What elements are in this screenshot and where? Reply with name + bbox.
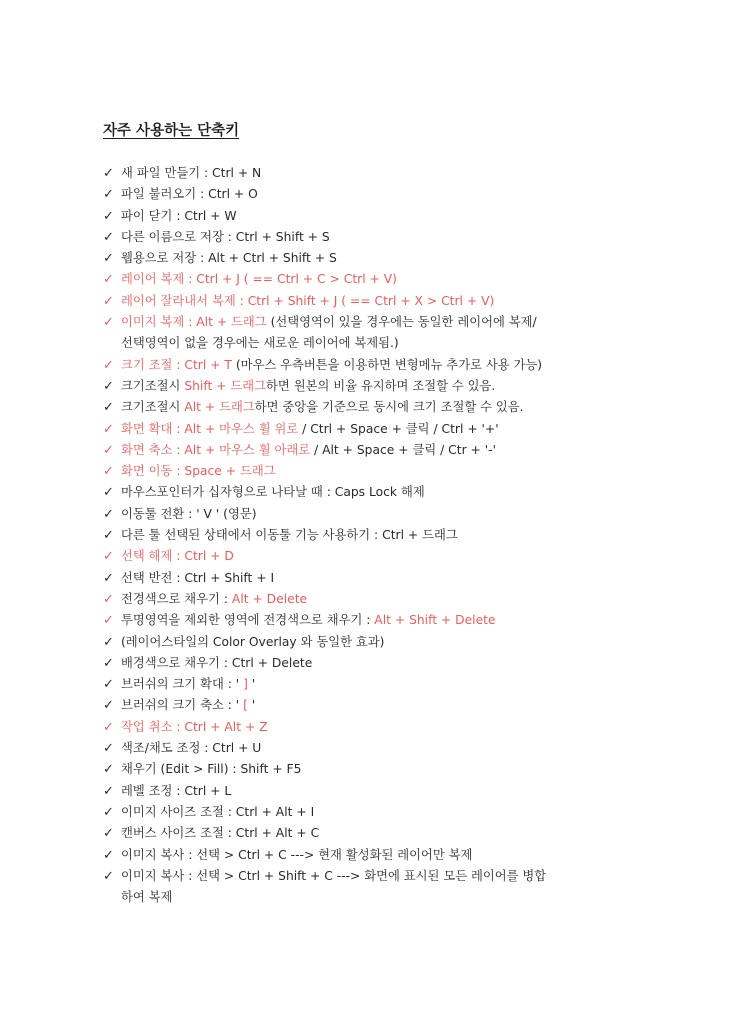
checkmark-icon: ✓ (103, 826, 114, 842)
checkmark-icon: ✓ (103, 868, 114, 884)
shortcut-text-part: 배경색으로 채우기 : Ctrl + Delete (121, 655, 313, 670)
shortcut-item (103, 525, 663, 546)
shortcut-text-part: 레벨 조정 : Ctrl + L (121, 783, 232, 798)
shortcut-text-part: 이미지 복사 : 선택 > Ctrl + Shift + C ---> 화면에 표시된 모든 레이어를 병합 (121, 868, 547, 883)
checkmark-icon: ✓ (103, 804, 114, 820)
shortcut-text-part: 다른 툴 선택된 상태에서 이동툴 기능 사용하기 : Ctrl + 드래그 (121, 528, 458, 543)
shortcut-text-part: 브러쉬의 크기 축소 : ' (121, 698, 244, 713)
shortcut-text-part: (레이어스타일의 Color Overlay 와 동일한 효과) (121, 634, 385, 649)
shortcut-item (103, 291, 663, 312)
highlighted-shortcut: 화면 축소 : Alt + 마우스 휠 아래로 (121, 442, 311, 457)
shortcut-item (103, 802, 663, 823)
shortcut-text-part: 하면 중앙을 기준으로 동시에 크기 조절할 수 있음. (254, 400, 524, 415)
checkmark-icon: ✓ (103, 677, 114, 693)
shortcut-text (121, 845, 472, 866)
highlighted-shortcut: 레이어 잘라내서 복제 : Ctrl + Shift + J ( == Ctrl + X > Ctrl + V) (121, 293, 495, 308)
shortcut-text-part: 새 파일 만들기 : Ctrl + N (121, 166, 262, 180)
checkmark-icon: ✓ (103, 506, 114, 522)
shortcut-text-part: / Alt + Space + 클릭 / Ctr + '-' (310, 442, 496, 457)
shortcut-item (103, 632, 663, 653)
checkmark-icon: ✓ (103, 293, 114, 309)
checkmark-icon: ✓ (103, 591, 114, 607)
shortcut-item (103, 227, 663, 248)
checkmark-icon: ✓ (103, 357, 114, 373)
shortcut-text (121, 738, 261, 759)
shortcut-text (121, 695, 255, 716)
shortcut-text-part: 이동툴 전환 : ' V ' (영문) (121, 506, 257, 521)
shortcut-text (121, 355, 542, 376)
checkmark-icon: ✓ (103, 719, 114, 735)
shortcut-text (121, 781, 231, 802)
page-title: 자주 사용하는 단축키 (103, 123, 240, 139)
shortcut-text (121, 419, 499, 440)
checkmark-icon: ✓ (103, 229, 114, 245)
checkmark-icon: ✓ (103, 378, 114, 394)
highlighted-shortcut: 화면 이동 : Space + 드래그 (121, 464, 276, 479)
shortcut-item (103, 312, 663, 355)
highlighted-shortcut: Alt + Delete (231, 591, 308, 606)
shortcut-item (103, 163, 663, 184)
shortcut-text-continuation: 하여 복제 (121, 890, 173, 905)
shortcut-item (103, 759, 663, 780)
shortcut-text (121, 632, 384, 653)
highlighted-shortcut: [ (243, 698, 248, 713)
shortcut-item (103, 355, 663, 376)
shortcut-item (103, 568, 663, 589)
shortcut-item (103, 738, 663, 759)
shortcut-text (121, 482, 425, 503)
checkmark-icon: ✓ (103, 528, 114, 544)
shortcut-text (121, 525, 458, 546)
shortcut-text-part: 하면 원본의 비율 유지하며 조절할 수 있음. (266, 378, 496, 393)
checkmark-icon: ✓ (103, 847, 114, 863)
checkmark-icon: ✓ (103, 549, 114, 565)
checkmark-icon: ✓ (103, 655, 114, 671)
shortcut-text (121, 589, 307, 610)
shortcut-text (121, 653, 312, 674)
shortcut-text-part: 전경색으로 채우기 : (121, 591, 232, 606)
shortcut-text (121, 291, 494, 312)
checkmark-icon: ✓ (103, 783, 114, 799)
checkmark-icon: ✓ (103, 400, 114, 416)
shortcut-list (103, 163, 663, 908)
shortcut-text-part: 채우기 (Edit > Fill) : Shift + F5 (121, 762, 302, 777)
shortcut-item (103, 546, 663, 567)
shortcut-text-part: 마우스포인터가 십자형으로 나타날 때 : Caps Lock 해제 (121, 485, 425, 500)
highlighted-shortcut: 이미지 복제 : Alt + 드래그 (121, 315, 267, 330)
checkmark-icon: ✓ (103, 741, 114, 757)
checkmark-icon: ✓ (103, 570, 114, 586)
shortcut-item (103, 717, 663, 738)
highlighted-shortcut: Alt + 드래그 (184, 400, 255, 415)
shortcut-item (103, 845, 663, 866)
shortcut-text (121, 269, 397, 290)
shortcut-text (121, 759, 301, 780)
shortcut-text-part: / Ctrl + Space + 클릭 / Ctrl + '+' (298, 421, 499, 436)
checkmark-icon: ✓ (103, 485, 114, 501)
shortcut-text-part: 파이 닫기 : Ctrl + W (121, 208, 237, 223)
shortcut-item (103, 248, 663, 269)
highlighted-shortcut: 작업 취소 : Ctrl + Alt + Z (121, 719, 268, 734)
checkmark-icon: ✓ (103, 208, 114, 224)
shortcut-text-part: 파일 불러오기 : Ctrl + O (121, 187, 258, 202)
checkmark-icon: ✓ (103, 187, 114, 203)
shortcut-text (121, 823, 319, 844)
shortcut-text (121, 802, 314, 823)
shortcut-text-continuation: 선택영역이 없을 경우에는 새로운 레이어에 복제됨.) (121, 336, 399, 351)
shortcut-text-part: 색조/채도 조정 : Ctrl + U (121, 741, 262, 756)
shortcut-text-part: 다른 이름으로 저장 : Ctrl + Shift + S (121, 229, 330, 244)
shortcut-text (121, 504, 257, 525)
shortcut-text (121, 376, 495, 397)
shortcut-item (103, 823, 663, 844)
shortcut-text-part: ' (247, 698, 256, 713)
shortcut-item (103, 184, 663, 205)
shortcut-text (121, 717, 268, 738)
shortcut-text-part: (마우스 우측버튼을 이용하면 변형메뉴 추가로 사용 가능) (231, 357, 543, 372)
shortcut-text-part: 이미지 복사 : 선택 > Ctrl + C ---> 현재 활성화된 레이어만 복제 (121, 847, 473, 862)
shortcut-text-part: 캔버스 사이즈 조절 : Ctrl + Alt + C (121, 826, 320, 841)
highlighted-shortcut: ] (243, 677, 248, 692)
shortcut-text (121, 866, 546, 887)
shortcut-item (103, 866, 663, 909)
shortcut-item (103, 482, 663, 503)
shortcut-text-part: 브러쉬의 크기 확대 : ' (121, 677, 244, 692)
shortcut-text (121, 610, 496, 631)
shortcut-item (103, 376, 663, 397)
checkmark-icon: ✓ (103, 634, 114, 650)
shortcut-item (103, 610, 663, 631)
shortcut-text (121, 568, 274, 589)
checkmark-icon: ✓ (103, 272, 114, 288)
checkmark-icon: ✓ (103, 421, 114, 437)
checkmark-icon: ✓ (103, 166, 114, 181)
shortcut-item (103, 781, 663, 802)
shortcut-item (103, 589, 663, 610)
shortcut-text (121, 163, 261, 184)
shortcut-text-part: 이미지 사이즈 조절 : Ctrl + Alt + I (121, 804, 315, 819)
highlighted-shortcut: Shift + 드래그 (184, 378, 267, 393)
checkmark-icon: ✓ (103, 762, 114, 778)
highlighted-shortcut: 화면 확대 : Alt + 마우스 휠 위로 (121, 421, 299, 436)
shortcut-text-part: (선택영역이 있을 경우에는 동일한 레이어에 복제/ (266, 315, 537, 330)
highlighted-shortcut: 크기 조절 : Ctrl + T (121, 357, 232, 372)
shortcut-item (103, 461, 663, 482)
shortcut-text-part: 투명영역을 제외한 영역에 전경색으로 채우기 : (121, 613, 375, 628)
shortcut-item (103, 695, 663, 716)
checkmark-icon: ✓ (103, 442, 114, 458)
shortcut-text (121, 397, 524, 418)
checkmark-icon: ✓ (103, 251, 114, 267)
checkmark-icon: ✓ (103, 464, 114, 480)
shortcut-text-part: ' (247, 677, 256, 692)
shortcut-text (121, 227, 330, 248)
highlighted-shortcut: Alt + Shift + Delete (374, 613, 496, 628)
shortcut-text (121, 248, 337, 269)
shortcut-item (103, 440, 663, 461)
checkmark-icon: ✓ (103, 315, 114, 331)
shortcut-text (121, 440, 496, 461)
shortcut-text (121, 674, 255, 695)
shortcut-item (103, 674, 663, 695)
shortcut-text (121, 206, 237, 227)
checkmark-icon: ✓ (103, 698, 114, 714)
shortcut-text (121, 546, 234, 567)
shortcut-item (103, 504, 663, 525)
shortcut-item (103, 419, 663, 440)
shortcut-item (103, 397, 663, 418)
shortcut-text-part: 선택 반전 : Ctrl + Shift + I (121, 570, 275, 585)
highlighted-shortcut: 레이어 복제 : Ctrl + J ( == Ctrl + C > Ctrl + V) (121, 272, 397, 287)
shortcut-text-part: 크기조절시 (121, 378, 185, 393)
shortcut-text-part: 웹용으로 저장 : Alt + Ctrl + Shift + S (121, 251, 337, 266)
shortcut-text (121, 461, 276, 482)
shortcut-text (121, 184, 258, 205)
shortcut-item (103, 269, 663, 290)
shortcut-item (103, 206, 663, 227)
checkmark-icon: ✓ (103, 613, 114, 629)
shortcut-text-part: 크기조절시 (121, 400, 185, 415)
shortcut-text (121, 312, 537, 333)
highlighted-shortcut: 선택 해제 : Ctrl + D (121, 549, 234, 564)
shortcut-item (103, 653, 663, 674)
